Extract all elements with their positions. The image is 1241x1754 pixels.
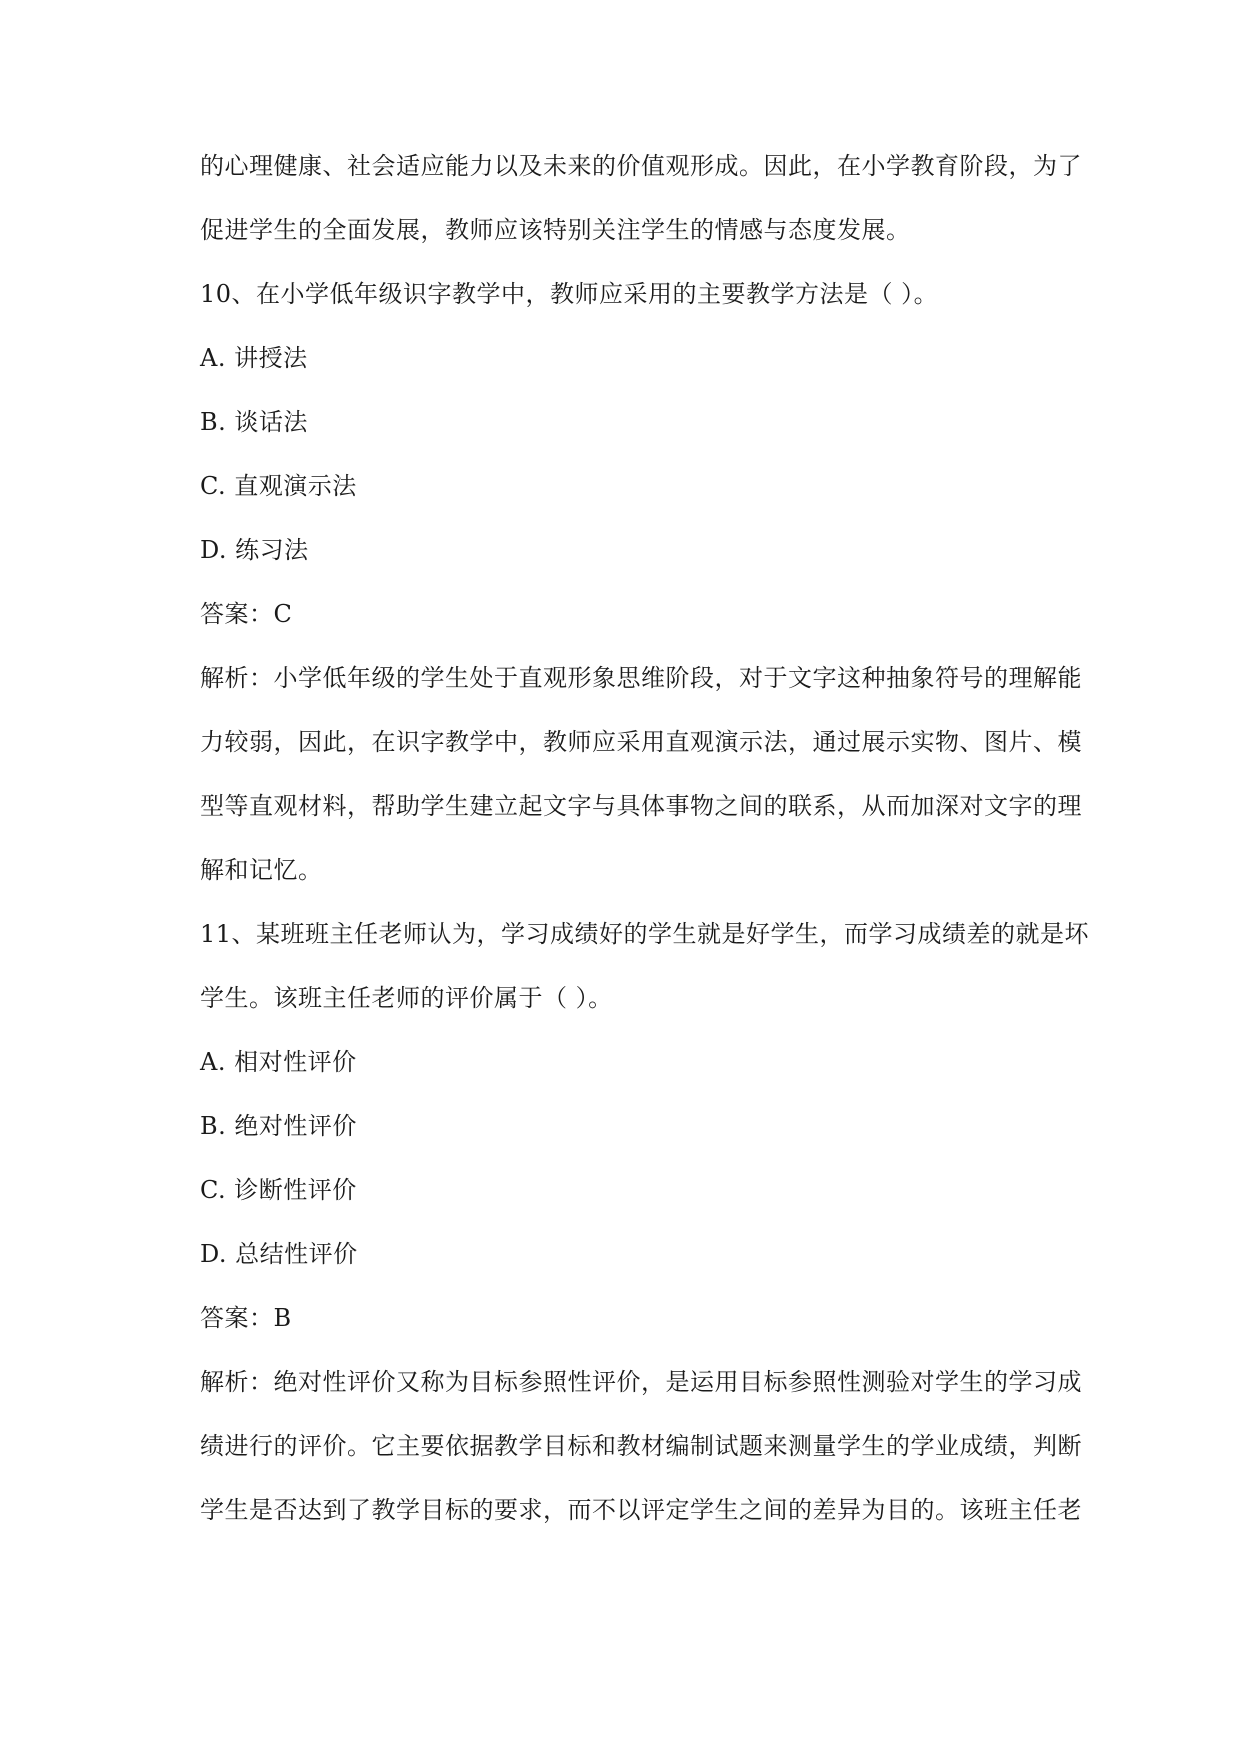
question-11-answer: 答案：B bbox=[200, 1304, 292, 1332]
question-10-option-c: C. 直观演示法 bbox=[200, 472, 357, 500]
question-10-option-a: A. 讲授法 bbox=[200, 344, 308, 372]
question-11-option-d: D. 总结性评价 bbox=[200, 1240, 358, 1268]
question-10-analysis-line: 力较弱，因此，在识字教学中，教师应采用直观演示法，通过展示实物、图片、模 bbox=[200, 728, 1082, 756]
question-11-option-a: A. 相对性评价 bbox=[200, 1048, 357, 1076]
question-11-stem: 11、某班班主任老师认为，学习成绩好的学生就是好学生，而学习成绩差的就是坏 bbox=[200, 920, 1090, 948]
question-11-analysis-line: 绩进行的评价。它主要依据教学目标和教材编制试题来测量学生的学业成绩，判断 bbox=[200, 1432, 1082, 1460]
question-10-stem: 10、在小学低年级识字教学中，教师应采用的主要教学方法是（ ）。 bbox=[200, 280, 939, 308]
question-10-analysis-line: 型等直观材料，帮助学生建立起文字与具体事物之间的联系，从而加深对文字的理 bbox=[200, 792, 1082, 820]
question-11-option-c: C. 诊断性评价 bbox=[200, 1176, 357, 1204]
question-10-option-b: B. 谈话法 bbox=[200, 408, 308, 436]
paragraph-line: 的心理健康、社会适应能力以及未来的价值观形成。因此，在小学教育阶段，为了 bbox=[200, 152, 1082, 180]
question-10-analysis-line: 解和记忆。 bbox=[200, 856, 323, 884]
question-11-option-b: B. 绝对性评价 bbox=[200, 1112, 357, 1140]
question-11-analysis-line: 解析：绝对性评价又称为目标参照性评价，是运用目标参照性测验对学生的学习成 bbox=[200, 1368, 1082, 1396]
question-10-option-d: D. 练习法 bbox=[200, 536, 309, 564]
question-10-answer: 答案：C bbox=[200, 600, 293, 628]
question-10-analysis-line: 解析：小学低年级的学生处于直观形象思维阶段，对于文字这种抽象符号的理解能 bbox=[200, 664, 1082, 692]
question-11-stem: 学生。该班主任老师的评价属于（ ）。 bbox=[200, 984, 613, 1012]
question-11-analysis-line: 学生是否达到了教学目标的要求，而不以评定学生之间的差异为目的。该班主任老 bbox=[200, 1496, 1082, 1524]
paragraph-line: 促进学生的全面发展，教师应该特别关注学生的情感与态度发展。 bbox=[200, 216, 911, 244]
